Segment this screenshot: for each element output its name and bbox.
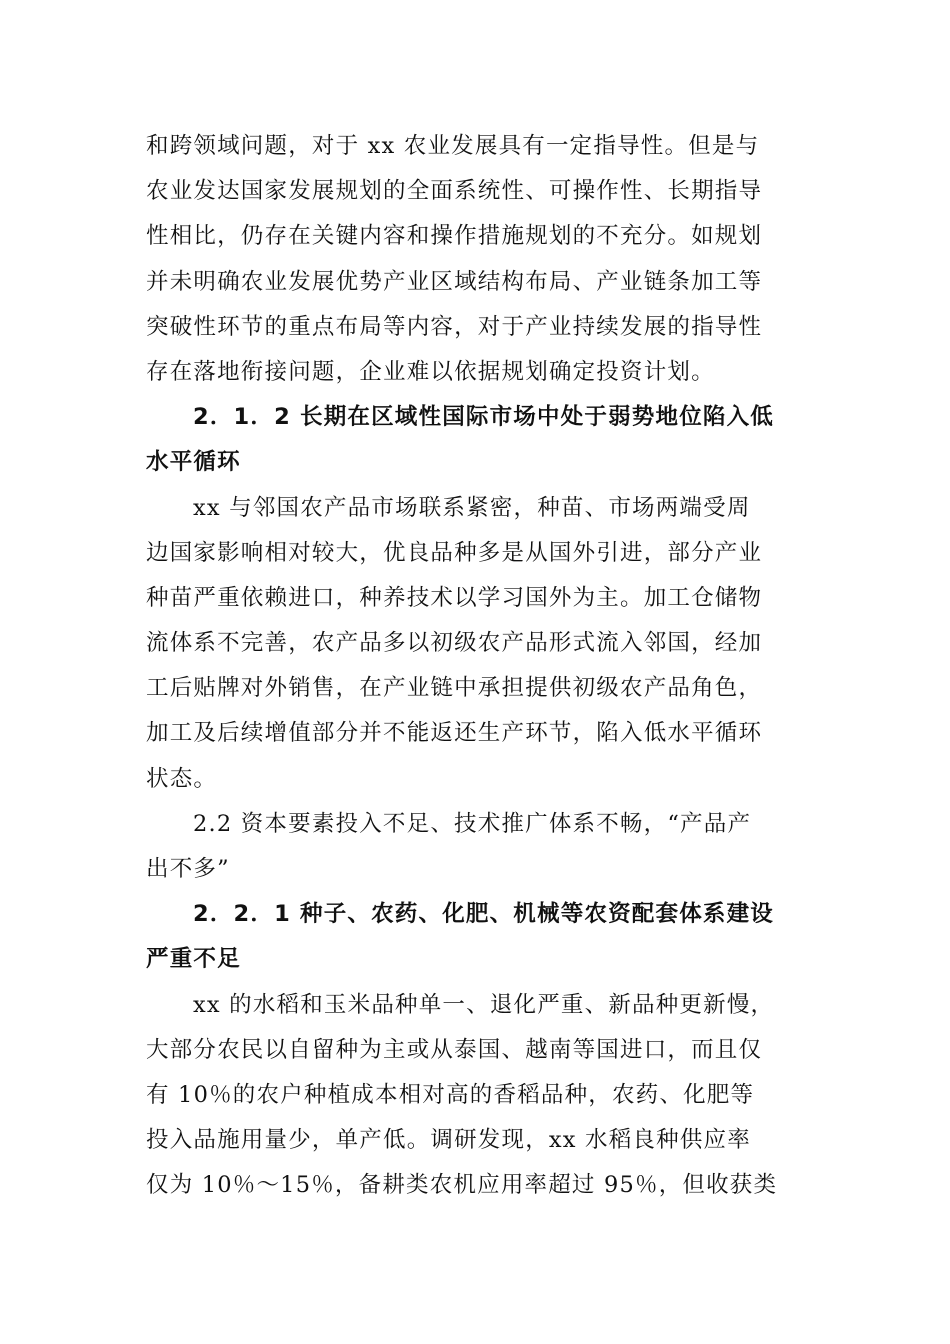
heading-line: 出不多” (146, 856, 230, 882)
heading-line: 2.2 资本要素投入不足、技术推广体系不畅，“产品产 (193, 810, 752, 837)
heading-line: 2．2．1 种子、农药、化肥、机械等农资配套体系建设 (193, 901, 775, 928)
heading-2-1-2 (146, 395, 810, 485)
text-line: 种苗严重依赖进口，种养技术以学习国外为主。加工仓储物 (146, 584, 763, 611)
text-line: 仅为 10％～15％，备耕类农机应用率超过 95％，但收获类 (146, 1172, 778, 1199)
heading-line: 严重不足 (146, 946, 241, 973)
text-line: 有 10％的农户种植成本相对高的香稻品种，农药、化肥等 (146, 1081, 755, 1108)
heading-2-2-1 (146, 892, 810, 982)
paragraph-planning-shortcomings (146, 124, 810, 395)
document-body (146, 124, 810, 1209)
text-line: 工后贴牌对外销售，在产业链中承担提供初级农产品角色， (146, 675, 763, 702)
paragraph-regional-market (146, 486, 810, 802)
text-line: 大部分农民以自留种为主或从泰国、越南等国进口，而且仅 (146, 1036, 763, 1063)
text-line: 加工及后续增值部分并不能返还生产环节，陷入低水平循环 (146, 720, 763, 747)
text-line: 并未明确农业发展优势产业区域结构布局、产业链条加工等 (146, 268, 763, 295)
paragraph-seed-inputs (146, 983, 810, 1209)
text-line: 流体系不完善，农产品多以初级农产品形式流入邻国，经加 (146, 630, 763, 657)
text-line: 突破性环节的重点布局等内容，对于产业持续发展的指导性 (146, 313, 763, 340)
text-line: xx 的水稻和玉米品种单一、退化严重、新品种更新慢， (193, 991, 775, 1018)
text-line: 存在落地衔接问题，企业难以依据规划确定投资计划。 (146, 358, 715, 385)
text-line: 投入品施用量少，单产低。调研发现，xx 水稻良种供应率 (146, 1127, 751, 1154)
text-line: 和跨领域问题，对于 xx 农业发展具有一定指导性。但是与 (146, 133, 760, 159)
text-line: 农业发达国家发展规划的全面系统性、可操作性、长期指导 (146, 178, 763, 205)
heading-line: 水平循环 (146, 449, 241, 476)
text-line: 性相比，仍存在关键内容和操作措施规划的不充分。如规划 (146, 223, 763, 250)
text-line: 状态。 (146, 765, 218, 792)
text-line: 边国家影响相对较大，优良品种多是从国外引进，部分产业 (146, 539, 763, 566)
text-line: xx 与邻国农产品市场联系紧密，种苗、市场两端受周 (193, 494, 751, 521)
heading-line: 2．1．2 长期在区域性国际市场中处于弱势地位陷入低 (193, 404, 775, 431)
heading-2-2 (146, 802, 810, 892)
